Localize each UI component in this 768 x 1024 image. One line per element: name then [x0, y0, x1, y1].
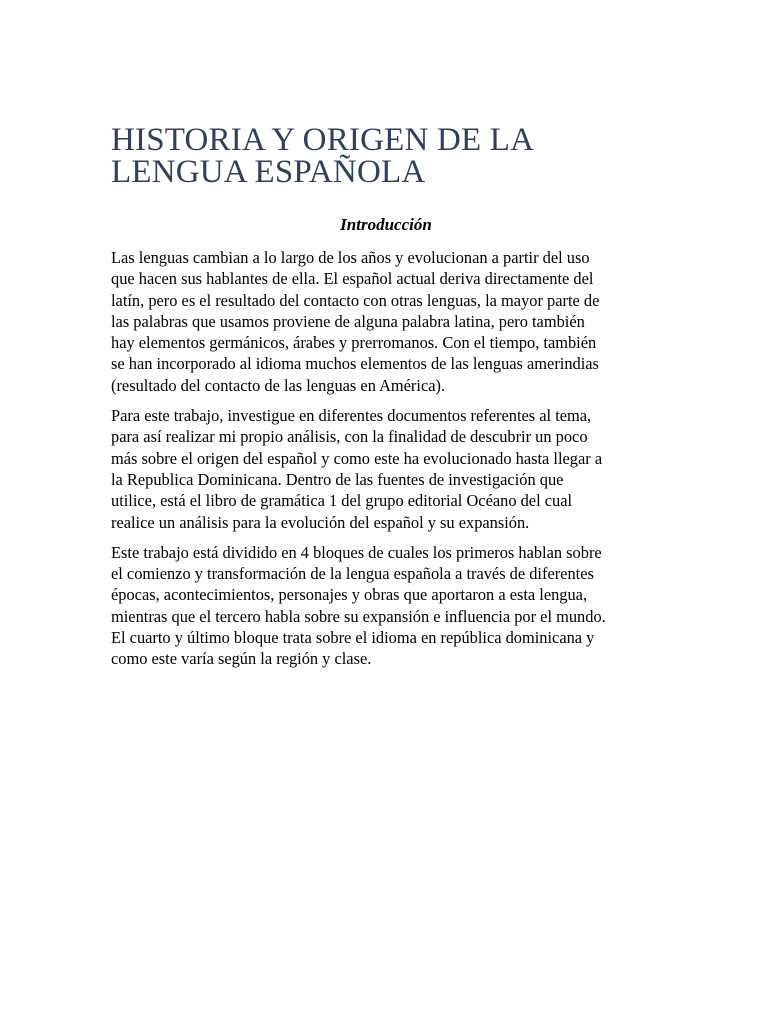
text-line: para así realizar mi propio análisis, con la finalidad de descubrir un poco — [111, 427, 588, 447]
text-line: El cuarto y último bloque trata sobre el idioma en república dominicana y — [111, 628, 595, 648]
text-line: Las lenguas cambian a lo largo de los años y evolucionan a partir del uso — [111, 248, 590, 267]
paragraph-2 — [111, 405, 661, 533]
text-line: épocas, acontecimientos, personajes y obras que aportaron a esta lengua, — [111, 585, 588, 605]
title-line: LENGUA ESPAÑOLA — [111, 154, 426, 190]
paragraph-1 — [111, 247, 661, 396]
text-line: como este varía según la región y clase. — [111, 649, 372, 669]
text-line: la Republica Dominicana. Dentro de las fuentes de investigación que — [111, 469, 564, 489]
text-line: utilice, está el libro de gramática 1 del grupo editorial Océano del cual — [111, 491, 573, 511]
text-line: que hacen sus hablantes de ella. El español actual deriva directamente del — [111, 269, 594, 289]
text-line: realice un análisis para la evolución del español y su expansión. — [111, 512, 530, 532]
text-line: el comienzo y transformación de la lengua española a través de diferentes — [111, 564, 594, 584]
text-line: Para este trabajo, investigue en diferentes documentos referentes al tema, — [111, 406, 592, 426]
text-line: se han incorporado al idioma muchos elementos de las lenguas amerindias — [111, 354, 599, 374]
title-line: HISTORIA Y ORIGEN DE LA — [111, 122, 535, 158]
text-line: Este trabajo está dividido en 4 bloques de cuales los primeros hablan sobre — [111, 542, 602, 562]
document-title — [111, 124, 661, 188]
text-line: hay elementos germánicos, árabes y prerromanos. Con el tiempo, también — [111, 333, 597, 353]
paragraph-3 — [111, 542, 661, 670]
text-line: las palabras que usamos proviene de alguna palabra latina, pero también — [111, 311, 585, 331]
text-line: latín, pero es el resultado del contacto con otras lenguas, la mayor parte de — [111, 290, 600, 310]
text-line: (resultado del contacto de las lenguas en América). — [111, 375, 446, 395]
text-line: mientras que el tercero habla sobre su expansión e influencia por el mundo. — [111, 606, 606, 626]
text-line: más sobre el origen del español y como este ha evolucionado hasta llegar a — [111, 448, 603, 468]
section-heading-introduccion: Introducción — [340, 215, 432, 234]
document-page — [111, 124, 661, 670]
